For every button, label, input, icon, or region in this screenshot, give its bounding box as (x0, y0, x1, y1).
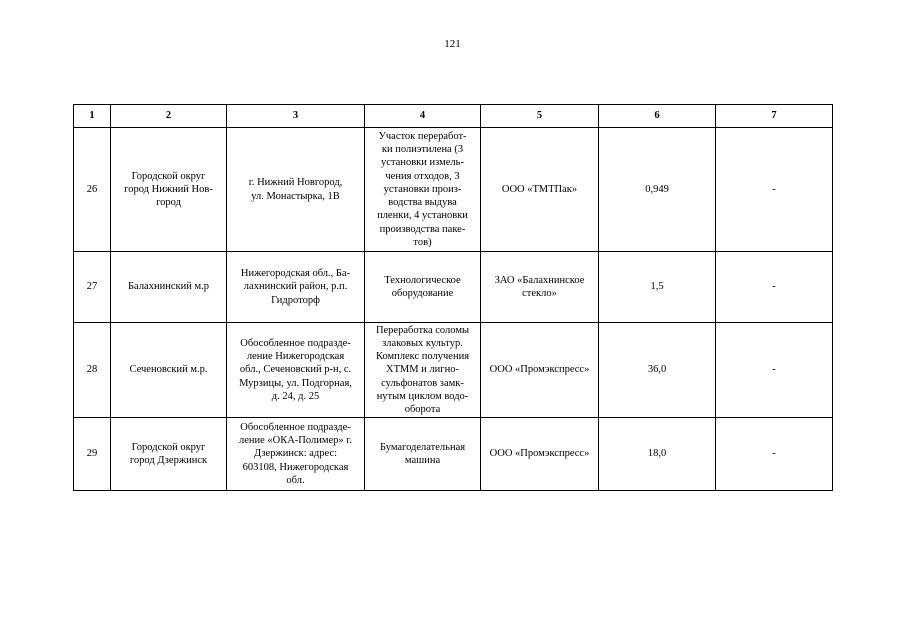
note-cell: - (716, 418, 833, 491)
district-text: Городской округ город Нижний Нов- город (124, 170, 213, 209)
company-cell (481, 418, 599, 491)
value-cell: 0,949 (599, 128, 716, 252)
note-cell: - (716, 323, 833, 418)
table-row (74, 418, 833, 491)
equipment-text: Технологическое оборудование (384, 274, 461, 299)
column-header: 4 (365, 105, 481, 128)
company-text: ООО «ТМТПак» (501, 183, 578, 195)
row-number: 26 (74, 128, 111, 252)
district-text: Городской округ город Дзержинск (129, 441, 208, 466)
address-cell (227, 252, 365, 323)
address-cell (227, 323, 365, 418)
note-cell: - (716, 252, 833, 323)
column-header: 2 (111, 105, 227, 128)
value-cell: 36,0 (599, 323, 716, 418)
address-text: Обособленное подразде- ление Нижегородская обл., Сеченовский р-н, с. Мурзицы, ул. Подгорная, д. 24, д. 25 (239, 337, 352, 402)
district-cell (111, 323, 227, 418)
company-cell (481, 323, 599, 418)
equipment-text: Участок переработ- ки полиэтилена (3 установки измель- чения отходов, 3 установки произ- водства выдува пленки, 4 установки производства паке- тов) (377, 131, 468, 248)
page-number: 121 (444, 38, 461, 50)
column-header: 3 (227, 105, 365, 128)
row-number: 28 (74, 323, 111, 418)
value-cell: 18,0 (599, 418, 716, 491)
column-header: 1 (74, 105, 111, 128)
equipment-cell (365, 418, 481, 491)
company-text: ООО «Промэкспресс» (489, 364, 590, 376)
equipment-text: Переработка соломы злаковых культур. Комплекс получения ХТММ и лигно- сульфонатов замк- нутым циклом водо- оборота (375, 324, 470, 415)
address-text: Нижегородская обл., Ба- лахнинский район, р.п. Гидроторф (240, 268, 351, 306)
note-cell: - (716, 128, 833, 252)
company-text: ООО «Промэкспресс» (489, 448, 590, 460)
district-cell (111, 418, 227, 491)
column-header: 6 (599, 105, 716, 128)
column-header: 5 (481, 105, 599, 128)
value-cell: 1,5 (599, 252, 716, 323)
equipment-cell (365, 323, 481, 418)
equipment-text: Бумагоделательная машина (379, 441, 466, 466)
equipment-cell (365, 252, 481, 323)
table-row (74, 128, 833, 252)
row-number: 27 (74, 252, 111, 323)
address-text: г. Нижний Новгород, ул. Монастырка, 1В (248, 177, 343, 202)
column-header: 7 (716, 105, 833, 128)
table-row (74, 323, 833, 418)
table-row (74, 252, 833, 323)
address-cell (227, 418, 365, 491)
company-text: ЗАО «Балахнинское стекло» (494, 274, 585, 299)
district-cell (111, 252, 227, 323)
table-header-row (74, 105, 833, 128)
address-text: Обособленное подразде- ление «ОКА-Полимер» г. Дзержинск: адрес: 603108, Нижегородская обл. (238, 421, 353, 486)
company-cell (481, 252, 599, 323)
district-cell (111, 128, 227, 252)
enterprise-table (73, 104, 833, 491)
company-cell (481, 128, 599, 252)
address-cell (227, 128, 365, 252)
district-text: Сеченовский м.р. (129, 364, 208, 376)
row-number: 29 (74, 418, 111, 491)
equipment-cell (365, 128, 481, 252)
district-text: Балахнинский м.р (128, 281, 209, 293)
